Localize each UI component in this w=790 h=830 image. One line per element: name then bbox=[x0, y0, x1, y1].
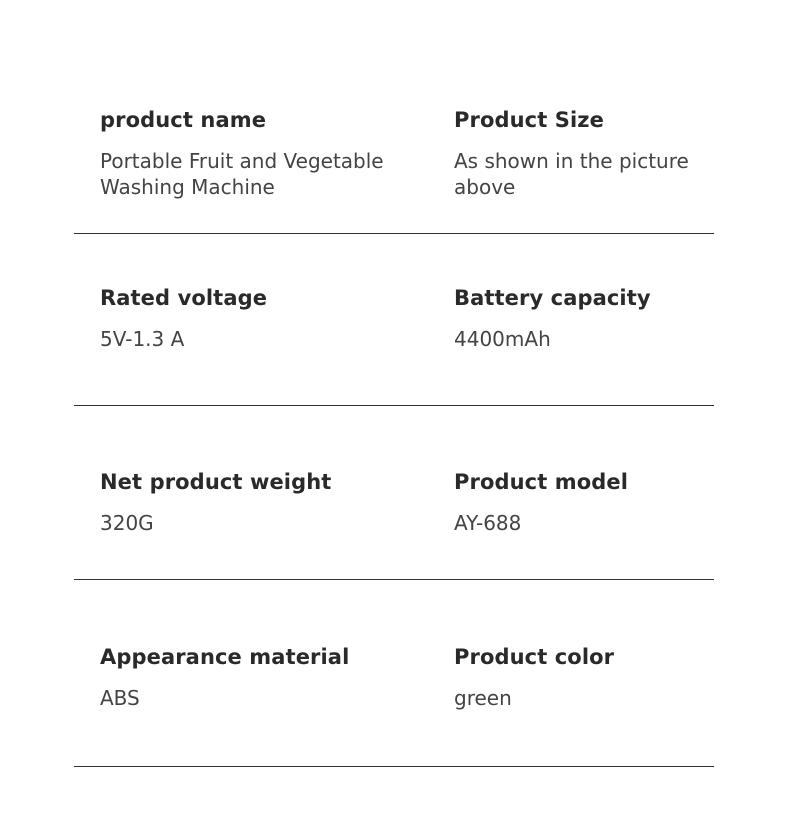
spec-value: Portable Fruit and Vegetable Washing Machine bbox=[100, 149, 384, 199]
spec-label: Product color bbox=[454, 645, 615, 669]
spec-cell-battery-capacity bbox=[454, 285, 714, 352]
spec-cell-net-weight bbox=[100, 469, 420, 536]
spec-label: Net product weight bbox=[100, 470, 332, 494]
spec-row bbox=[74, 580, 714, 767]
spec-cell-product-name bbox=[100, 107, 420, 200]
spec-value: As shown in the picture above bbox=[454, 149, 689, 199]
spec-value: ABS bbox=[100, 686, 140, 710]
spec-cell-appearance-material bbox=[100, 644, 420, 711]
spec-label: product name bbox=[100, 108, 267, 132]
spec-label: Appearance material bbox=[100, 645, 350, 669]
spec-value: 5V-1.3 A bbox=[100, 327, 185, 351]
spec-cell-product-color bbox=[454, 644, 714, 711]
spec-value: green bbox=[454, 686, 512, 710]
spec-value: 320G bbox=[100, 511, 154, 535]
spec-cell-rated-voltage bbox=[100, 285, 420, 352]
spec-label: Product Size bbox=[454, 108, 604, 132]
spec-label: Battery capacity bbox=[454, 286, 651, 310]
spec-row bbox=[74, 234, 714, 406]
spec-label: Product model bbox=[454, 470, 629, 494]
spec-value: 4400mAh bbox=[454, 327, 551, 351]
spec-cell-product-size bbox=[454, 107, 714, 200]
spec-row bbox=[74, 406, 714, 580]
spec-label: Rated voltage bbox=[100, 286, 268, 310]
spec-cell-product-model bbox=[454, 469, 714, 536]
spec-row bbox=[74, 0, 714, 234]
spec-value: AY-688 bbox=[454, 511, 522, 535]
